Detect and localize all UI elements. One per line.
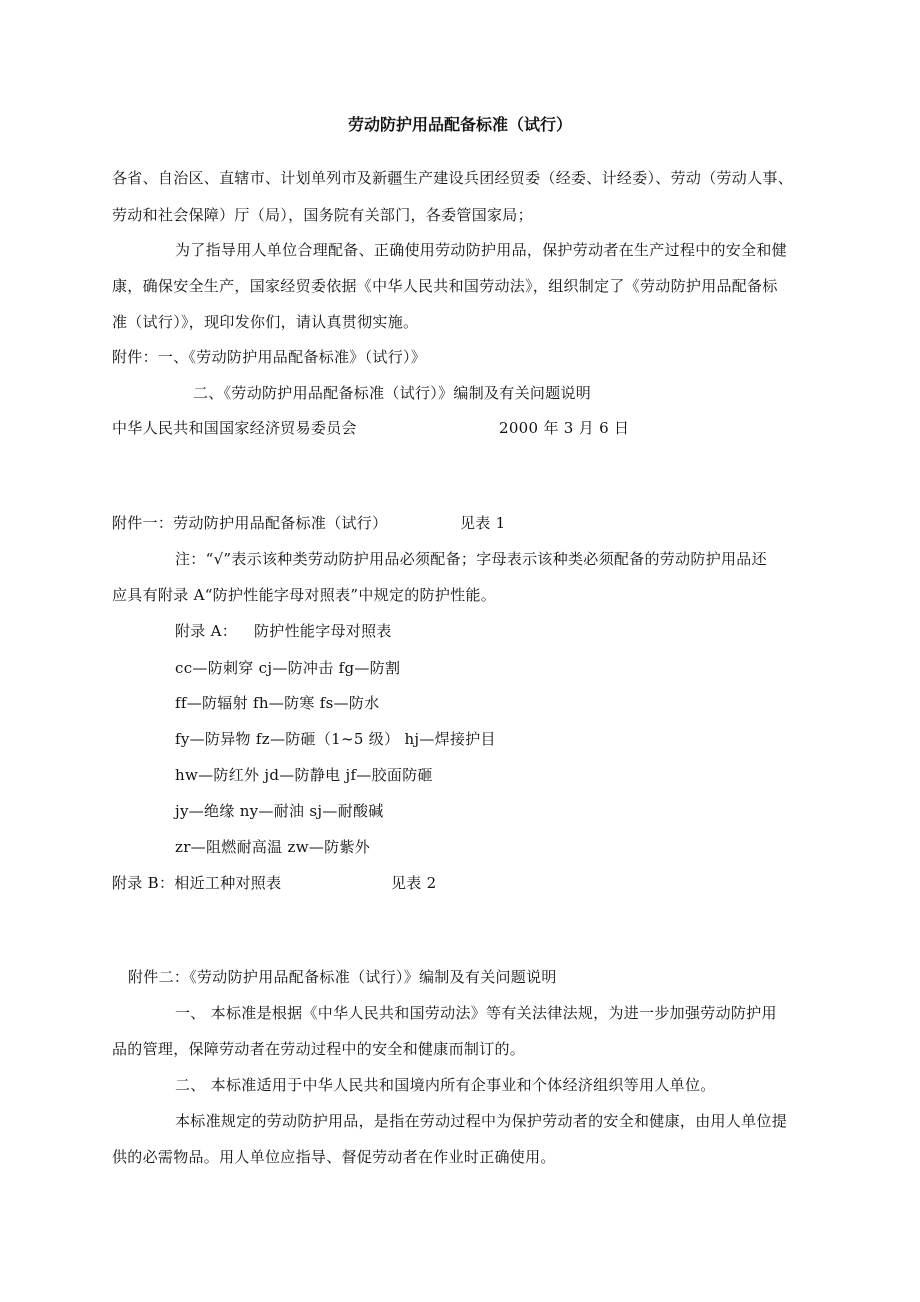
annex2-item-1-line-1: 一、 本标准是根据《中华人民共和国劳动法》等有关法律法规，为进一步加强劳动防护用 [175, 1004, 777, 1022]
code-line: fy—防异物 fz—防砸（1~5 级） hj—焊接护目 [175, 730, 496, 748]
annex2-heading: 附件二：《劳动防护用品配备标准（试行）》编制及有关问题说明 [128, 968, 557, 986]
attachment-list-item-1: 附件：一、《劳动防护用品配备标准》（试行）》 [112, 348, 427, 366]
appendix-a-title: 防护性能字母对照表 [254, 622, 392, 640]
annex2-item-1-line-2: 品的管理，保障劳动者在劳动过程中的安全和健康而制订的。 [112, 1040, 526, 1058]
document-title: 劳动防护用品配备标准（试行） [347, 115, 572, 134]
appendix-b-title: 附录 B：相近工种对照表 [112, 874, 282, 892]
annex2-paragraph-line-1: 本标准规定的劳动防护用品，是指在劳动过程中为保护劳动者的安全和健康，由用人单位提 [175, 1112, 788, 1130]
annex2-paragraph-line-2: 供的必需物品。用人单位应指导、督促劳动者在作业时正确使用。 [112, 1148, 556, 1166]
addressee-line-1: 各省、自治区、直辖市、计划单列市及新疆生产建设兵团经贸委（经委、计经委）、劳动（劳动人事、 [112, 169, 794, 187]
addressee-line-2: 劳动和社会保障）厅（局），国务院有关部门，各委管国家局； [112, 206, 533, 224]
code-line: jy—绝缘 ny—耐油 sj—耐酸碱 [175, 802, 384, 820]
annex1-note-line-1: 注：“√”表示该种类劳动防护用品必须配备；字母表示该种类必须配备的劳动防护用品还 [175, 550, 767, 568]
appendix-b-see-table: 见表 2 [391, 874, 437, 892]
code-line: cc—防刺穿 cj—防冲击 fg—防割 [175, 659, 401, 677]
annex1-note-line-2: 应具有附录 A“防护性能字母对照表”中规定的防护性能。 [112, 586, 497, 604]
code-line: zr—阻燃耐高温 zw—防紫外 [175, 838, 371, 856]
intro-paragraph-line-3: 准（试行）》，现印发你们，请认真贯彻实施。 [112, 313, 419, 331]
annex2-item-2: 二、 本标准适用于中华人民共和国境内所有企事业和个体经济组织等用人单位。 [175, 1076, 716, 1094]
attachment-list-item-2: 二、《劳动防护用品配备标准（试行）》编制及有关问题说明 [193, 384, 592, 402]
code-line: hw—防红外 jd—防静电 jf—胶面防砸 [175, 766, 433, 784]
intro-paragraph-line-2: 康，确保安全生产，国家经贸委依据《中华人民共和国劳动法》，组织制定了《劳动防护用品配备标 [112, 277, 778, 295]
annex1-heading: 附件一：劳动防护用品配备标准（试行） [112, 514, 388, 532]
appendix-a-label: 附录 A： [175, 622, 238, 640]
issuer-name: 中华人民共和国国家经济贸易委员会 [112, 419, 357, 437]
intro-paragraph-line-1: 为了指导用人单位合理配备、正确使用劳动防护用品，保护劳动者在生产过程中的安全和健 [175, 241, 788, 259]
issue-date: 2000 年 3 月 6 日 [499, 419, 630, 437]
annex1-see-table: 见表 1 [460, 514, 506, 532]
code-line: ff—防辐射 fh—防寒 fs—防水 [175, 694, 380, 712]
